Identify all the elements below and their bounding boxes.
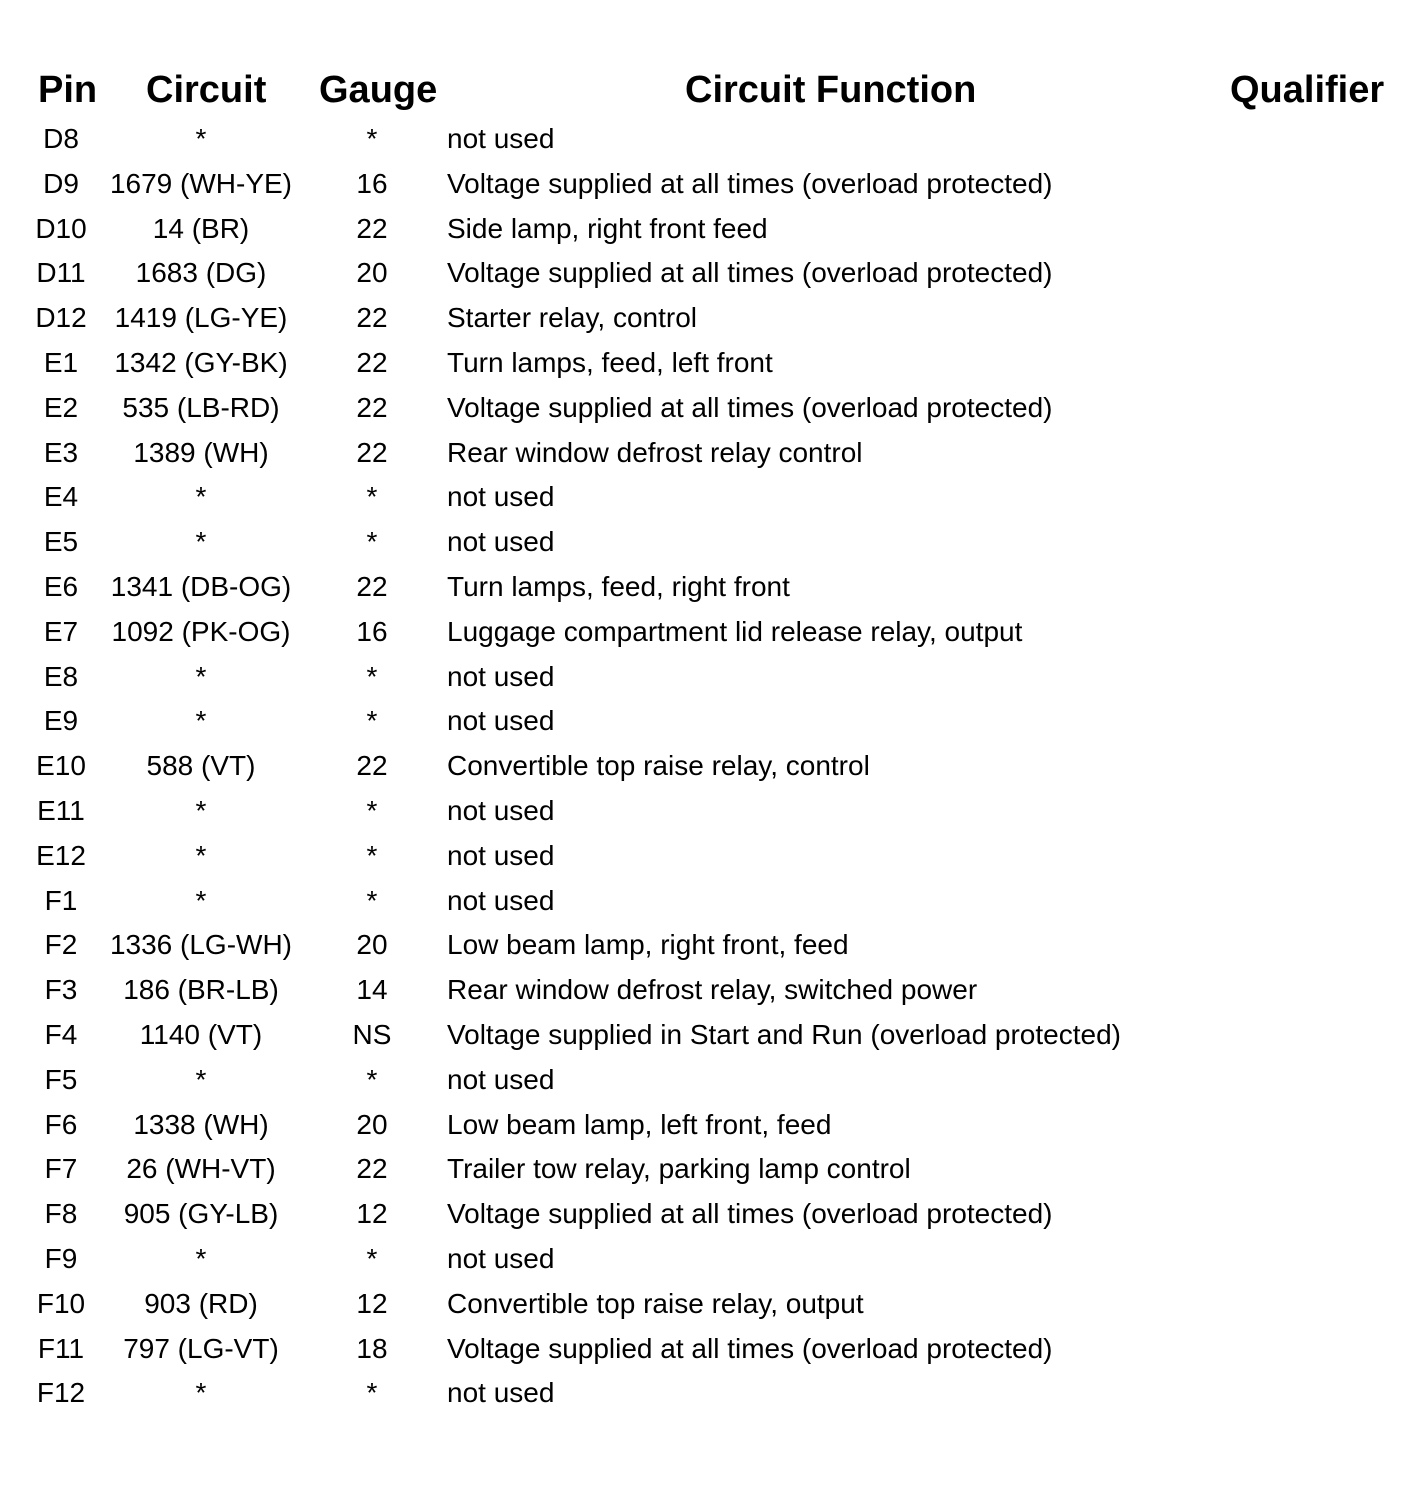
cell-gauge: 22 [356,346,388,378]
cell-pin: F10 [36,1287,86,1319]
cell-pin: E9 [43,705,79,737]
table-row [0,207,1424,252]
cell-circuit: * [195,839,207,871]
cell-circuit-function: Voltage supplied at all times (overload protected) [447,1198,1053,1230]
table-row [0,296,1424,341]
cell-circuit: 1092 (PK-OG) [111,615,291,647]
cell-circuit-function: Voltage supplied at all times (overload protected) [447,257,1053,289]
cell-circuit-function: Low beam lamp, left front, feed [447,1108,832,1140]
cell-circuit: 1679 (WH-YE) [109,167,293,199]
cell-gauge: 22 [356,436,388,468]
cell-circuit-function: not used [447,123,555,154]
table-row [0,789,1424,834]
cell-pin: E2 [43,391,79,423]
cell-circuit-function: not used [447,794,555,826]
cell-circuit-function: Luggage compartment lid release relay, output [447,615,1023,647]
cell-gauge: * [366,1242,378,1274]
cell-pin: F3 [44,974,78,1006]
cell-pin: F12 [36,1377,86,1409]
cell-circuit-function: not used [447,481,555,513]
cell-pin: E4 [43,481,79,513]
cell-circuit: 1342 (GY-BK) [114,346,288,378]
cell-circuit: 1336 (LG-WH) [109,929,293,961]
table-row [0,1058,1424,1103]
cell-circuit-function: not used [447,1242,555,1274]
table-row [0,341,1424,386]
cell-pin: D8 [43,123,79,154]
table-row [0,162,1424,207]
cell-gauge: * [366,1377,378,1409]
cell-gauge: 22 [356,570,388,602]
table-row [0,655,1424,700]
header-circuit-function: Circuit Function [685,69,977,111]
cell-circuit-function: not used [447,660,555,692]
table-row [0,565,1424,610]
table-row [0,1371,1424,1416]
cell-gauge: * [366,481,378,513]
cell-pin: E8 [43,660,79,692]
header-gauge: Gauge [319,69,438,111]
cell-pin: E6 [43,570,79,602]
cell-gauge: 22 [356,302,388,334]
cell-pin: F8 [44,1198,78,1230]
cell-circuit-function: Rear window defrost relay, switched power [447,974,978,1006]
cell-circuit-function: not used [447,1377,555,1409]
cell-gauge: 18 [356,1332,388,1364]
cell-gauge: 22 [356,750,388,782]
cell-circuit: 1338 (WH) [133,1108,269,1140]
cell-circuit: * [195,660,207,692]
cell-gauge: 20 [356,1108,388,1140]
header-pin: Pin [38,69,98,111]
cell-circuit: * [195,1063,207,1095]
cell-pin: D12 [35,302,87,334]
table-row [0,251,1424,296]
cell-circuit: * [195,884,207,916]
cell-gauge: * [366,1063,378,1095]
table-body [0,117,1424,1416]
table-row [0,1282,1424,1327]
cell-pin: F6 [44,1108,78,1140]
cell-circuit-function: Low beam lamp, right front, feed [447,929,849,961]
cell-circuit-function: not used [447,526,555,558]
cell-gauge: 22 [356,391,388,423]
cell-gauge: 22 [356,212,388,244]
cell-circuit: * [195,481,207,513]
table-row [0,475,1424,520]
cell-circuit: 535 (LB-RD) [122,391,280,423]
cell-circuit-function: Side lamp, right front feed [447,212,768,244]
cell-pin: D9 [43,167,79,199]
cell-circuit: * [195,1242,207,1274]
table-row [0,386,1424,431]
cell-circuit: 1683 (DG) [135,257,267,289]
cell-circuit-function: Rear window defrost relay control [447,436,863,468]
table-row [0,1013,1424,1058]
cell-gauge: * [366,884,378,916]
table-row [0,1327,1424,1372]
cell-circuit: 1140 (VT) [139,1018,263,1050]
cell-circuit: 588 (VT) [146,750,256,782]
header-circuit: Circuit [146,69,267,111]
cell-pin: E12 [36,839,86,871]
table-header [0,66,1424,114]
cell-circuit-function: not used [447,1063,555,1095]
cell-pin: F9 [44,1242,78,1274]
table-row [0,1147,1424,1192]
cell-circuit-function: Turn lamps, feed, left front [447,346,773,378]
cell-gauge: 16 [356,167,388,199]
cell-gauge: 22 [356,1153,388,1185]
cell-circuit-function: Trailer tow relay, parking lamp control [447,1153,911,1185]
cell-circuit: * [195,705,207,737]
cell-pin: E3 [43,436,79,468]
table-row [0,744,1424,789]
cell-gauge: 16 [356,615,388,647]
cell-circuit: 1419 (LG-YE) [114,302,288,334]
table-row [0,117,1424,162]
cell-gauge: 20 [356,257,388,289]
cell-gauge: * [366,705,378,737]
cell-circuit: * [195,794,207,826]
cell-circuit-function: Turn lamps, feed, right front [447,570,790,602]
cell-gauge: 12 [356,1287,388,1319]
cell-gauge: 14 [356,974,388,1006]
cell-gauge: * [366,660,378,692]
cell-circuit: 26 (WH-VT) [126,1153,276,1185]
cell-circuit-function: not used [447,705,555,737]
table-row [0,431,1424,476]
cell-gauge: NS [352,1018,392,1050]
cell-circuit-function: Voltage supplied at all times (overload protected) [447,167,1053,199]
cell-circuit: 905 (GY-LB) [123,1198,279,1230]
cell-pin: D10 [35,212,87,244]
cell-circuit-function: not used [447,884,555,916]
header-qualifier: Qualifier [1230,69,1385,111]
cell-circuit-function: not used [447,839,555,871]
cell-circuit: 903 (RD) [144,1287,258,1319]
table-row [0,879,1424,924]
cell-circuit-function: Convertible top raise relay, output [447,1287,864,1319]
table-row [0,610,1424,655]
table-row [0,968,1424,1013]
cell-circuit: 14 (BR) [152,212,250,244]
cell-circuit: 1341 (DB-OG) [110,570,292,602]
table-row [0,1192,1424,1237]
cell-pin: E11 [37,794,85,826]
cell-pin: F4 [44,1018,78,1050]
cell-pin: E1 [43,346,79,378]
cell-pin: F1 [44,884,78,916]
table-row [0,1103,1424,1148]
cell-gauge: 20 [356,929,388,961]
cell-circuit: * [195,123,207,154]
cell-gauge: * [366,794,378,826]
cell-circuit: 797 (LG-VT) [123,1332,279,1364]
table-row [0,1237,1424,1282]
cell-gauge: 12 [356,1198,388,1230]
cell-circuit: 186 (BR-LB) [123,974,279,1006]
table-row [0,834,1424,879]
cell-circuit: * [195,1377,207,1409]
cell-circuit-function: Voltage supplied at all times (overload protected) [447,1332,1053,1364]
cell-circuit-function: Convertible top raise relay, control [447,750,870,782]
cell-circuit-function: Starter relay, control [447,302,698,334]
cell-circuit: 1389 (WH) [133,436,269,468]
cell-pin: F7 [44,1153,78,1185]
cell-pin: E7 [43,615,79,647]
cell-gauge: * [366,839,378,871]
cell-pin: F2 [44,929,78,961]
cell-gauge: * [366,123,378,154]
cell-circuit-function: Voltage supplied at all times (overload protected) [447,391,1053,423]
cell-pin: F11 [37,1332,85,1364]
cell-pin: D11 [36,257,86,289]
cell-circuit-function: Voltage supplied in Start and Run (overload protected) [447,1018,1121,1050]
cell-pin: F5 [44,1063,78,1095]
cell-pin: E10 [36,750,86,782]
cell-circuit: * [195,526,207,558]
table-row [0,520,1424,565]
table-row [0,923,1424,968]
table-row [0,699,1424,744]
cell-pin: E5 [43,526,79,558]
cell-gauge: * [366,526,378,558]
